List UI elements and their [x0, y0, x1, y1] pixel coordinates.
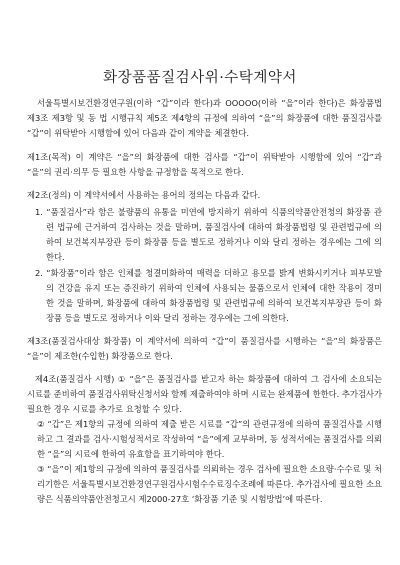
document-title: 화장품품질검사위·수탁계약서: [103, 70, 297, 86]
article-2-definitions: [27, 188, 382, 326]
article-4-paragraph-1: 제4조(품질검사 시행) ① “을”은 품질검사를 받고자 하는 화장품에 대하여 그 검사에 소요되는 시료를 준비하여 품질검사위탁신청서와 함께 제출하여야 하며 시료는 완제품에 한한다. 추가검사가 필요한 경우 시료를 추가로 요청할 수 있다.: [27, 374, 382, 414]
article-4-inspection: [27, 372, 382, 507]
definition-item-2: 2. “화장품”이라 함은 인체를 청결미화하여 매력을 더하고 용모를 밝게 변화시키거나 피부모발의 건강을 유지 또는 증진하기 위하여 인체에 사용되는 물품으로서 인체에 대한 작용이 경미한 것을 말하며, 화장품에 대하여 화장품법령 및 관련법규에 의하여 보건복지부장관 등이 화장품 등을 별도로 정하거나 이와 달리 정하는 경우에는 그에 의한다.: [35, 268, 382, 323]
definition-item-1: 1. “품질검사”라 함은 불량품의 유통을 미연에 방지하기 위하여 식품의약품안전청의 화장품 관련 법규에 근거하여 검사하는 것을 말하며, 품질검사에 대하여 화장품법령 및 관련법규에 의하여 보건복지부장관 등이 화장품 등을 별도로 정하거나 이와 달리 정하는 경우에는 그에 의한다.: [35, 207, 382, 262]
preamble-paragraph: 서울특별시보건환경연구원(이하 “갑”이라 한다)과 OOOOO(이하 “을”이라 한다)은 화장품법 제3조 제3항 및 동 법 시행규칙 제5조 제4항의 규정에 의하여 “을”의 화장품에 대한 품질검사를 “갑”이 위탁받아 시행함에 있어 다음과 같이 계약을 체결한다.: [27, 98, 382, 138]
article-4-paragraph-3: ③ “을”이 제1항의 규정에 의하여 품질검사를 의뢰하는 경우 검사에 필요한 소요량·수수료 및 처리기한은 서울특별시보건환경연구원검사시험수수료징수조례에 따른다. 추가검사에 필요한 소요량은 식품의약품안전청고시 제2000-27호 ‘화장품 기준 및 시험방법’에 따른다.: [37, 464, 382, 504]
article-2-lead: 제2조(정의) 이 계약서에서 사용하는 용어의 정의는 다음과 같다.: [27, 190, 261, 200]
contract-body: [27, 96, 382, 515]
article-3-target-products: 제3조(품질검사대상 화장품) 이 계약서에 의하여 “갑”이 품질검사를 시행하는 “을”의 화장품은 “을”이 제조한(수입한) 화장품으로 한다.: [27, 336, 382, 361]
article-4-paragraph-2: ② “갑”은 제1항의 규정에 의하여 제출 받은 시료를 “갑”의 관련규정에 의하여 품질검사를 시행하고 그 결과를 검사·시험성적서로 작성하여 “을”에게 교부하며, 동 성적서에는 품질검사를 의뢰한 “을”의 시료에 한하여 유효함을 표기하여야 한다.: [37, 419, 382, 459]
article-1-purpose: 제1조(목적) 이 계약은 “을”의 화장품에 대한 검사를 “갑”이 위탁받아 시행함에 있어 “갑”과 “을”의 권리·의무 등 필요한 사항을 규정함을 목적으로 한다.: [27, 152, 382, 177]
